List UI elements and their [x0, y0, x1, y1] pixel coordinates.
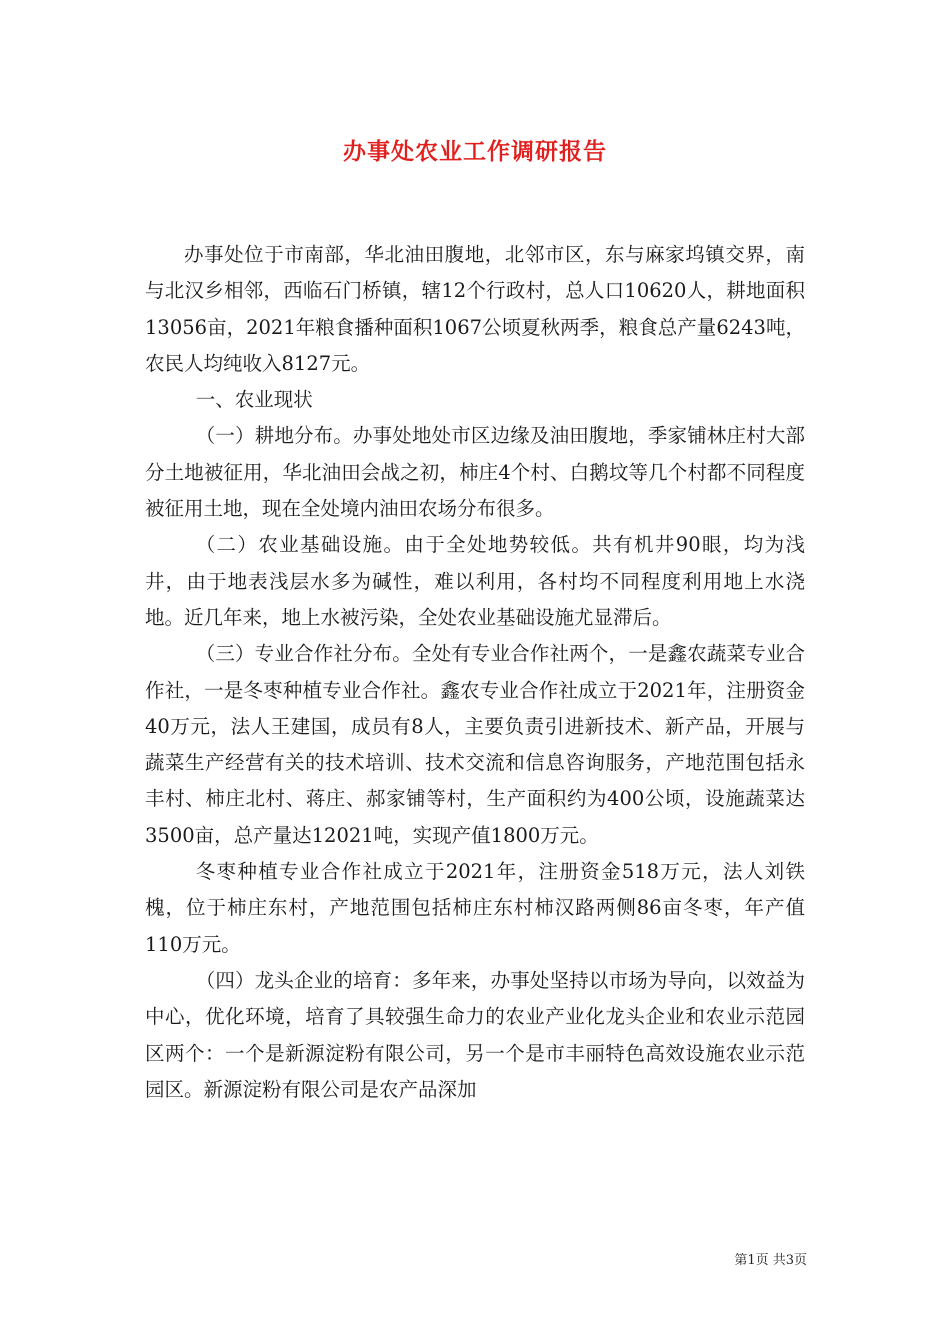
intro-paragraph: 办事处位于市南部，华北油田腹地，北邻市区，东与麻家坞镇交界，南与北汉乡相邻，西临石门桥镇，辖12个行政村，总人口10620人，耕地面积13056亩，2021年粮食播种面积1067公顷夏秋两季，粮食总产量6243吨，农民人均纯收入8127元。	[145, 243, 805, 375]
paragraph-infrastructure: （二）农业基础设施。由于全处地势较低。共有机井90眼，均为浅井，由于地表浅层水多为碱性，难以利用，各村均不同程度利用地上水浇地。近几年来，地上水被污染，全处农业基础设施尤显滞后。	[145, 533, 805, 629]
document-title: 办事处农业工作调研报告	[343, 138, 607, 165]
section-heading: 一、农业现状	[195, 388, 313, 412]
paragraph-jujube-cooperative: 冬枣种植专业合作社成立于2021年，注册资金518万元，法人刘铁槐，位于柿庄东村，产地范围包括柿庄东村柿汉路两侧86亩冬枣，年产值110万元。	[145, 860, 805, 956]
paragraph-leading-enterprises: （四）龙头企业的培育：多年来，办事处坚持以市场为导向，以效益为中心，优化环境，培育了具较强生命力的农业产业化龙头企业和农业示范园区两个：一个是新源淀粉有限公司，另一个是市丰丽特色高效设施农业示范园区。新源淀粉有限公司是农产品深加	[145, 968, 805, 1101]
page-number: 第1页 共3页	[734, 1253, 807, 1268]
document-body	[145, 237, 805, 1108]
paragraph-farmland: （一）耕地分布。办事处地处市区边缘及油田腹地，季家铺林庄村大部分土地被征用，华北油田会战之初，柿庄4个村、白鹅坟等几个村都不同程度被征用土地，现在全处境内油田农场分布很多。	[145, 424, 805, 521]
paragraph-cooperatives: （三）专业合作社分布。全处有专业合作社两个，一是鑫农蔬菜专业合作社，一是冬枣种植专业合作社。鑫农专业合作社成立于2021年，注册资金40万元，法人王建国，成员有8人，主要负责引进新技术、新产品，开展与蔬菜生产经营有关的技术培训、技术交流和信息咨询服务，产地范围包括永丰村、柿庄北村、蒋庄、郝家铺等村，生产面积约为400公顷，设施蔬菜达3500亩，总产量达12021吨，实现产值1800万元。	[145, 642, 805, 847]
